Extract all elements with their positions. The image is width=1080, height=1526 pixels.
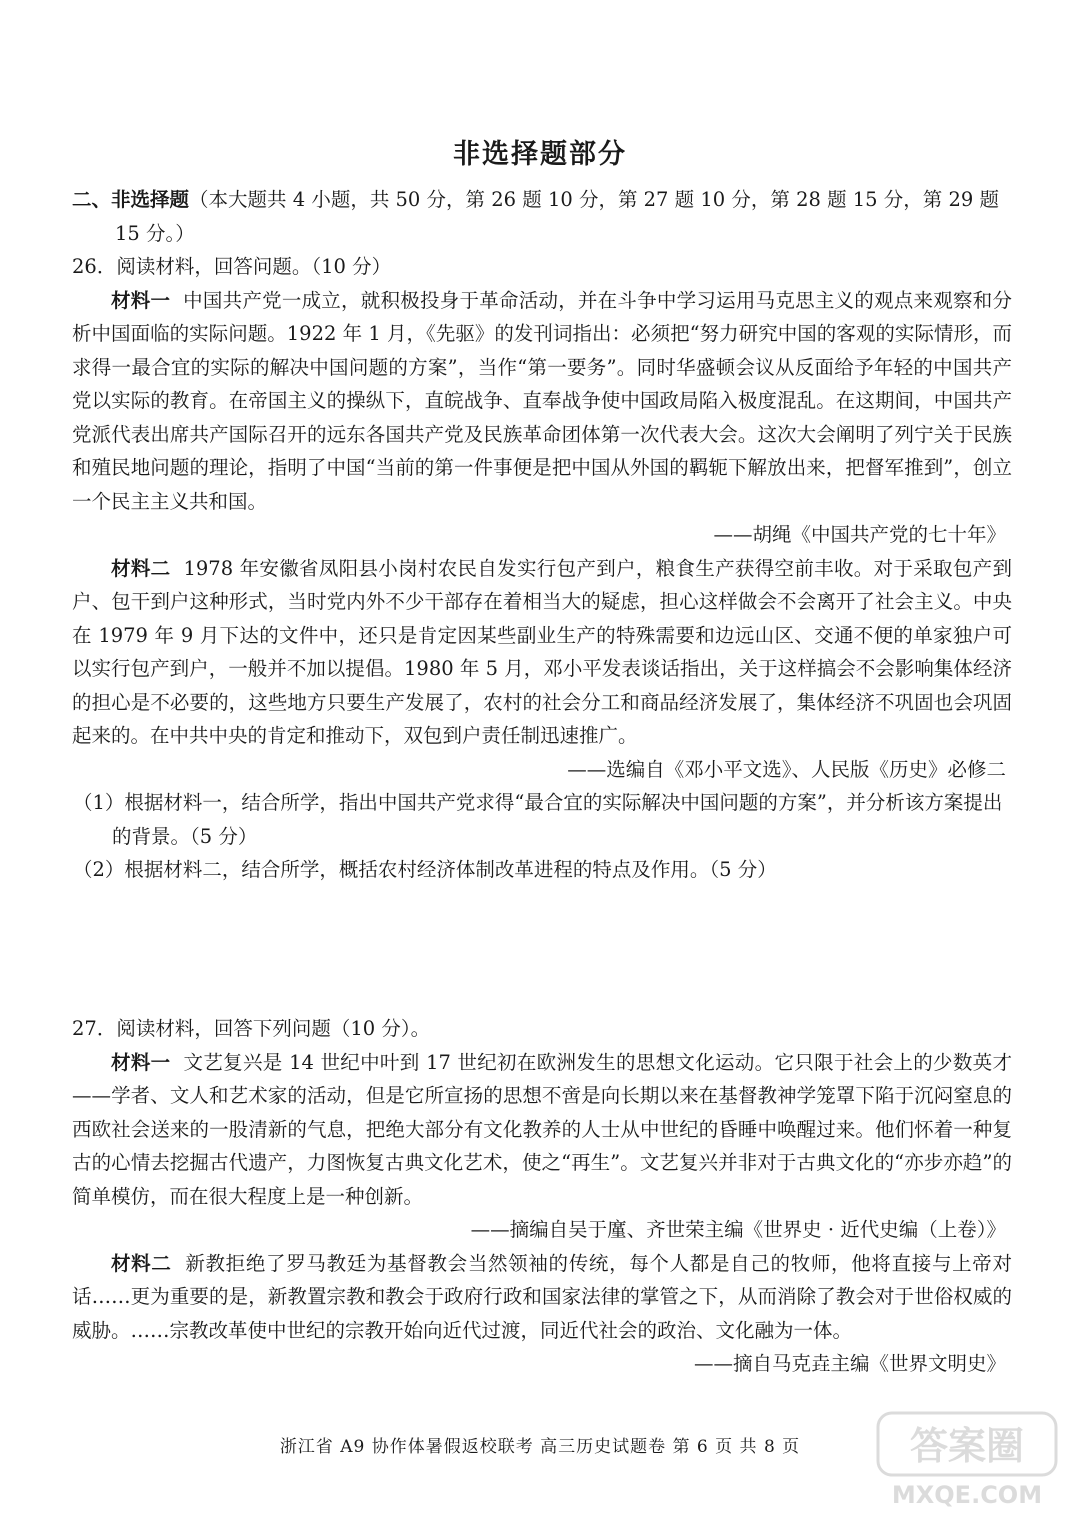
q27-m2-text: 新教拒绝了罗马教廷为基督教会当然领袖的传统，每个人都是自己的牧师，他将直接与上帝对话……更为重要的是，新教置宗教和教会于政府行政和国家法律的掌管之下，从而消除了教会对于世俗权威的威胁。……宗教改革使中世纪的宗教开始向近代过渡，同近代社会的政治、文化融为一体。: [72, 1251, 1012, 1342]
watermark-brand: 答案圈: [909, 1424, 1025, 1468]
section-note: （本大题共 4 小题，共 50 分，第 26 题 10 分，第 27 题 10 分，第 28 题 15 分，第 29 题 15 分。）: [115, 188, 999, 245]
watermark-domain: MXQE.COM: [891, 1481, 1043, 1509]
q26-heading: 26．阅读材料，回答问题。（10 分）: [72, 255, 392, 278]
q26-material-2: [72, 552, 1012, 753]
q27-m2-label: 材料二: [111, 1251, 172, 1275]
page-footer: 浙江省 A9 协作体暑假返校联考 高三历史试题卷 第 6 页 共 8 页: [279, 1437, 801, 1457]
q26-sub-question-2: （2）根据材料二，结合所学，概括农村经济体制改革进程的特点及作用。（5 分）: [73, 858, 777, 881]
q26-m1-label: 材料一: [111, 288, 171, 312]
section-header: [72, 183, 1012, 250]
q27-material-2: [72, 1247, 1012, 1348]
q26-m1-text: 中国共产党一成立，就积极投身于革命活动，并在斗争中学习运用马克思主义的观点来观察和分析中国面临的实际问题。1922 年 1 月，《先驱》的发刊词指出：必须把“努力研究中国的客观的实际情形，而求得一最合宜的实际的解决中国问题的方案”，当作“第一要务”。同时华盛顿会议从反面给予年轻的中国共产党以实际的教育。在帝国主义的操纵下，直皖战争、直奉战争使中国政局陷入极度混乱。在这期间，中国共产党派代表出席共产国际召开的远东各国共产党及民族革命团体第一次代表大会。这次大会阐明了列宁关于民族和殖民地问题的理论，指明了中国“当前的第一件事便是把中国从外国的羁轭下解放出来，把督军推到”，创立一个民主主义共和国。: [72, 288, 1012, 513]
q26-m2-source: ——选编自《邓小平文选》、人民版《历史》必修二: [567, 757, 1006, 781]
page-title: 非选择题部分: [453, 139, 627, 170]
q27-heading: 27．阅读材料，回答下列问题（10 分）。: [72, 1017, 431, 1040]
q27-m1-text: 文艺复兴是 14 世纪中叶到 17 世纪初在欧洲发生的思想文化运动。它只限于社会上的少数英才——学者、文人和艺术家的活动，但是它所宣扬的思想不啻是向长期以来在基督教神学笼罩下陷于沉闷窒息的西欧社会送来的一股清新的气息，把绝大部分有文化教养的人士从中世纪的昏睡中唤醒过来。他们怀着一种复古的心情去挖掘古代遗产，力图恢复古典文化艺术，使之“再生”。文艺复兴并非对于古典文化的“亦步亦趋”的简单模仿，而在很大程度上是一种创新。: [72, 1050, 1012, 1208]
q27-m2-source: ——摘自马克垚主编《世界文明史》: [693, 1352, 1006, 1375]
q27-m1-source: ——摘编自吴于廑、齐世荣主编《世界史 · 近代史编（上卷）》: [470, 1218, 1006, 1241]
section-label: 二、非选择题: [72, 188, 190, 211]
q27-m1-label: 材料一: [111, 1050, 171, 1074]
q26-sub-question-1: （1）根据材料一，结合所学，指出中国共产党求得“最合宜的实际解决中国问题的方案”，并分析该方案提出的背景。（5 分）: [73, 791, 1003, 848]
section-header-text: [72, 183, 1012, 250]
q27-material-1: [72, 1046, 1012, 1214]
watermark-logo: [872, 1407, 1062, 1512]
question-27: [72, 1012, 1012, 1381]
q26-m1-source: ——胡绳《中国共产党的七十年》: [713, 523, 1006, 546]
question-26: [72, 250, 1012, 887]
q26-material-1: [72, 284, 1012, 519]
q26-m2-text: 1978 年安徽省凤阳县小岗村农民自发实行包产到户，粮食生产获得空前丰收。对于采取包产到户、包干到户这种形式，当时党内外不少干部存在着相当大的疑虑，担心这样做会不会离开了社会主义。中央在 1979 年 9 月下达的文件中，还只是肯定因某些副业生产的特殊需要和边远山区、交通不便的单家独户可以实行包产到户，一般并不加以提倡。1980 年 5 月，邓小平发表谈话指出，关于这样搞会不会影响集体经济的担心是不必要的，这些地方只要生产发展了，农村的社会分工和商品经济发展了，集体经济不巩固也会巩固起来的。在中共中央的肯定和推动下，双包到户责任制迅速推广。: [72, 556, 1012, 747]
q26-m2-label: 材料二: [111, 556, 171, 580]
